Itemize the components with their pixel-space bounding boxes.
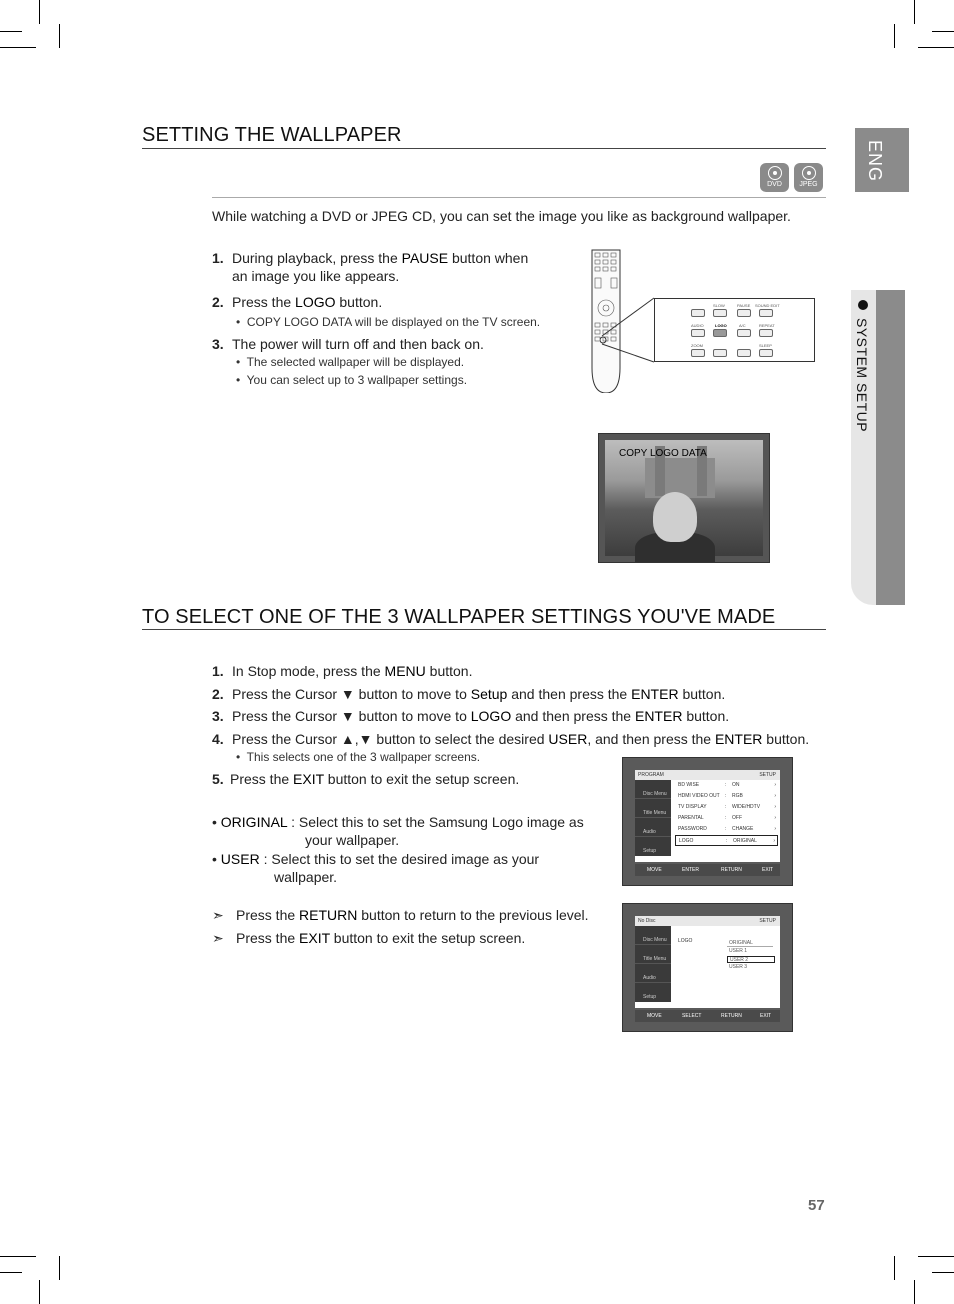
logo-option: USER 1	[729, 948, 748, 954]
chevron-right-icon: ›	[774, 804, 776, 810]
crop-mark	[0, 1256, 36, 1257]
remote-label: SLEEP	[759, 343, 772, 348]
menu-top-bar	[635, 916, 780, 926]
step-text: button.	[335, 294, 383, 310]
key-name: EXIT	[299, 930, 330, 946]
menu-row: PARENTAL : OFF ›	[678, 815, 776, 821]
menu-row-key: PASSWORD	[678, 826, 707, 832]
disc-icon	[768, 166, 782, 180]
user-option-desc: • USER : Select this to set the desired image as your	[212, 851, 540, 867]
remote-button	[691, 329, 705, 337]
select-step-3	[212, 707, 729, 725]
note-exit	[212, 929, 525, 947]
menu-row-selected: LOGO : ORIGINAL ›	[675, 835, 778, 846]
step-1-line2: an image you like appears.	[232, 268, 400, 284]
crop-mark	[914, 0, 915, 24]
desc-text: : Select this to set the desired image as your	[259, 851, 540, 867]
crop-mark	[59, 24, 60, 48]
remote-button	[713, 309, 727, 317]
remote-button	[737, 349, 751, 357]
photo-child-face	[653, 492, 697, 542]
footer-label: RETURN	[721, 1013, 742, 1019]
step-1	[212, 249, 528, 267]
menu-screen-area	[635, 916, 780, 1008]
menu-row-value: ORIGINAL	[733, 838, 757, 844]
arrow-note-icon: ➣	[212, 907, 224, 923]
menu-row-value: OFF	[732, 815, 742, 821]
disc-icon	[802, 166, 816, 180]
note-text: Press the	[236, 930, 300, 946]
menu-footer	[635, 1010, 780, 1022]
language-tab	[855, 128, 909, 192]
menu-row-value: ON	[732, 782, 740, 788]
remote-button	[737, 309, 751, 317]
crop-mark	[0, 1272, 22, 1273]
footer-label: SELECT	[682, 1013, 702, 1019]
badge-label: JPEG	[799, 181, 818, 188]
footer-label: EXIT	[760, 1013, 772, 1019]
key-name: RETURN	[299, 907, 358, 923]
step-number: 3.	[212, 708, 224, 724]
menu-side-item: Disc Menu	[635, 780, 671, 799]
footer-label: MOVE	[647, 1013, 662, 1019]
menu-rows	[675, 780, 778, 846]
wallpaper-photo-screen	[598, 433, 770, 563]
step-3-bullet-1: • The selected wallpaper will be displayed.	[236, 355, 465, 369]
menu-row: BD WISE : ON ›	[678, 782, 776, 788]
select-step-5	[212, 770, 519, 788]
menu-side-item: Title Menu	[635, 945, 671, 964]
key-name: USER	[220, 851, 260, 867]
page-number: 57	[808, 1197, 825, 1214]
menu-row-key: HDMI VIDEO OUT	[678, 793, 720, 799]
menu-sidebar	[635, 926, 671, 1002]
remote-label: A/C	[739, 323, 746, 328]
chevron-right-icon: ›	[773, 838, 775, 844]
menu-row: HDMI VIDEO OUT : RGB ›	[678, 793, 776, 799]
chevron-right-icon: ›	[774, 782, 776, 788]
step-text: Press the Cursor ▲,▼ button to select the desired	[232, 731, 549, 747]
menu-sidebar	[635, 780, 671, 856]
crop-mark	[932, 31, 954, 32]
menu-side-item: Setup	[643, 848, 657, 854]
menu-row: PASSWORD : CHANGE ›	[678, 826, 776, 832]
key-name: Setup	[470, 686, 508, 702]
bullet-text: You can select up to 3 wallpaper settings.	[246, 373, 468, 387]
note-text: Press the	[236, 907, 300, 923]
remote-label: SOUND EDIT	[755, 303, 780, 308]
remote-button	[759, 309, 773, 317]
step-number: 1.	[212, 663, 224, 679]
crop-mark	[39, 1280, 40, 1304]
photo-caption: COPY LOGO DATA	[619, 448, 707, 459]
chevron-right-icon: ›	[774, 815, 776, 821]
section-tab	[851, 290, 905, 605]
logo-button-highlight	[713, 329, 727, 337]
key-name: ENTER	[634, 708, 683, 724]
menu-side-item: Audio	[635, 818, 671, 837]
step-text: Press the	[230, 771, 294, 787]
remote-label: LOGO	[715, 323, 727, 328]
key-name: ENTER	[714, 731, 763, 747]
key-name: EXIT	[293, 771, 324, 787]
step-text: button.	[682, 708, 730, 724]
menu-row-key: BD WISE	[678, 782, 700, 788]
remote-button	[691, 309, 705, 317]
menu-row: TV DISPLAY : WIDE/HDTV ›	[678, 804, 776, 810]
footer-label: ENTER	[682, 867, 699, 873]
remote-button	[759, 329, 773, 337]
badge-label: DVD	[767, 181, 782, 188]
step-2	[212, 293, 382, 311]
user-option-desc-line2: wallpaper.	[274, 869, 338, 885]
remote-button	[713, 349, 727, 357]
badge-rule	[212, 197, 826, 198]
logo-option: ORIGINAL	[727, 940, 773, 947]
logo-option-selected: USER 2	[727, 956, 775, 963]
key-name: LOGO	[470, 708, 512, 724]
step-number: 2.	[212, 294, 224, 310]
original-option-desc-line2: your wallpaper.	[305, 832, 400, 848]
step-text: The power will turn off and then back on.	[232, 336, 484, 352]
bullet-text: The selected wallpaper will be displayed.	[246, 355, 465, 369]
key-name: USER	[548, 731, 588, 747]
footer-label: EXIT	[762, 867, 774, 873]
remote-zoom-panel	[654, 298, 815, 362]
note-text: button to return to the previous level.	[357, 907, 589, 923]
jpeg-badge	[794, 163, 823, 192]
intro-text: While watching a DVD or JPEG CD, you can set the image you like as background wallpaper.	[212, 208, 791, 224]
language-tab-label: ENG	[865, 140, 885, 183]
menu-bar-title: SETUP	[759, 772, 776, 778]
crop-mark	[0, 31, 22, 32]
title-rule	[142, 148, 826, 149]
remote-label: PAUSE	[737, 303, 751, 308]
logo-submenu-screen	[622, 903, 793, 1032]
title-rule	[142, 629, 826, 630]
key-name: LOGO	[295, 294, 336, 310]
select-step-2	[212, 685, 725, 703]
step-number: 1.	[212, 250, 224, 266]
menu-row-value: CHANGE	[732, 826, 754, 832]
step-text: During playback, press the	[232, 250, 402, 266]
step-3	[212, 335, 484, 353]
select-step-4	[212, 730, 809, 748]
menu-row-key: LOGO	[679, 838, 694, 844]
chevron-right-icon: ›	[774, 826, 776, 832]
footer-label: MOVE	[647, 867, 662, 873]
section-tab-strip	[876, 290, 905, 605]
step-text: Press the	[232, 294, 296, 310]
menu-bar-title: SETUP	[759, 918, 776, 924]
step-text: In Stop mode, press the	[232, 663, 385, 679]
menu-bar-left: No Disc	[638, 918, 656, 924]
step-3-bullet-2: • You can select up to 3 wallpaper settings.	[236, 373, 468, 387]
menu-side-item: Setup	[643, 994, 657, 1000]
step-text: button.	[678, 686, 726, 702]
footer-label: RETURN	[721, 867, 742, 873]
crop-mark	[918, 1256, 954, 1257]
step-text: Press the Cursor ▼ button to move to	[232, 708, 471, 724]
remote-button	[691, 349, 705, 357]
setup-menu-screen	[622, 757, 793, 886]
step-text: Press the Cursor ▼ button to move to	[232, 686, 471, 702]
section1-title: SETTING THE WALLPAPER	[142, 124, 402, 146]
note-return	[212, 906, 589, 924]
step-number: 3.	[212, 336, 224, 352]
step-2-bullet: • COPY LOGO DATA will be displayed on the TV screen.	[236, 315, 541, 329]
arrow-note-icon: ➣	[212, 930, 224, 946]
menu-row-value: RGB	[732, 793, 743, 799]
logo-option: USER 3	[729, 964, 748, 970]
key-name: ENTER	[631, 686, 679, 702]
crop-mark	[59, 1256, 60, 1280]
step-text: button.	[425, 663, 473, 679]
key-name: ORIGINAL	[220, 814, 288, 830]
step-text: and then press the	[511, 708, 635, 724]
select-step-4-bullet: • This selects one of the 3 wallpaper screens.	[236, 750, 481, 764]
remote-label: SLOW	[713, 303, 725, 308]
menu-bar-left: PROGRAM	[638, 772, 664, 778]
note-text: button to exit the setup screen.	[329, 930, 526, 946]
step-text: and then press the	[507, 686, 632, 702]
step-number: 2.	[212, 686, 224, 702]
crop-mark	[918, 47, 954, 48]
dvd-badge	[760, 163, 789, 192]
zoom-callout-lines	[600, 296, 660, 366]
crop-mark	[932, 1272, 954, 1273]
menu-top-bar	[635, 770, 780, 780]
remote-button	[737, 329, 751, 337]
key-name: PAUSE	[401, 250, 449, 266]
crop-mark	[894, 24, 895, 48]
key-name: COPY LOGO DATA	[246, 315, 352, 329]
original-option-desc: • ORIGINAL : Select this to set the Samsung Logo image as	[212, 814, 584, 830]
menu-side-item: Audio	[635, 964, 671, 983]
remote-label: AUDIO	[691, 323, 704, 328]
bullet-dot-icon	[858, 300, 868, 310]
menu-side-item: Disc Menu	[635, 926, 671, 945]
step-text: button.	[762, 731, 810, 747]
crop-mark	[914, 1280, 915, 1304]
crop-mark	[0, 47, 36, 48]
remote-label: REPEAT	[759, 323, 775, 328]
menu-row-value: WIDE/HDTV	[732, 804, 761, 810]
chevron-right-icon: ›	[774, 793, 776, 799]
section-tab-label: SYSTEM SETUP	[854, 318, 870, 433]
desc-text: : Select this to set the Samsung Logo image as	[287, 814, 584, 830]
section2-title: TO SELECT ONE OF THE 3 WALLPAPER SETTINGS YOU'VE MADE	[142, 606, 776, 628]
remote-label: ZOOM	[691, 343, 703, 348]
step-text: button to exit the setup screen.	[323, 771, 520, 787]
select-step-1	[212, 662, 472, 680]
menu-row-key: TV DISPLAY	[678, 804, 707, 810]
bullet-text: will be displayed on the TV screen.	[351, 315, 541, 329]
menu-row-key: LOGO	[678, 938, 693, 944]
crop-mark	[894, 1256, 895, 1280]
remote-button	[759, 349, 773, 357]
menu-row-key: PARENTAL	[678, 815, 704, 821]
step-number: 5.	[212, 771, 224, 787]
key-name: MENU	[384, 663, 426, 679]
menu-side-item: Title Menu	[635, 799, 671, 818]
menu-footer	[635, 864, 780, 876]
crop-mark	[39, 0, 40, 24]
step-text: button when	[448, 250, 529, 266]
menu-screen-area	[635, 770, 780, 862]
step-number: 4.	[212, 731, 224, 747]
step-text: , and then press the	[587, 731, 715, 747]
bullet-text: This selects one of the 3 wallpaper screens.	[246, 750, 481, 764]
